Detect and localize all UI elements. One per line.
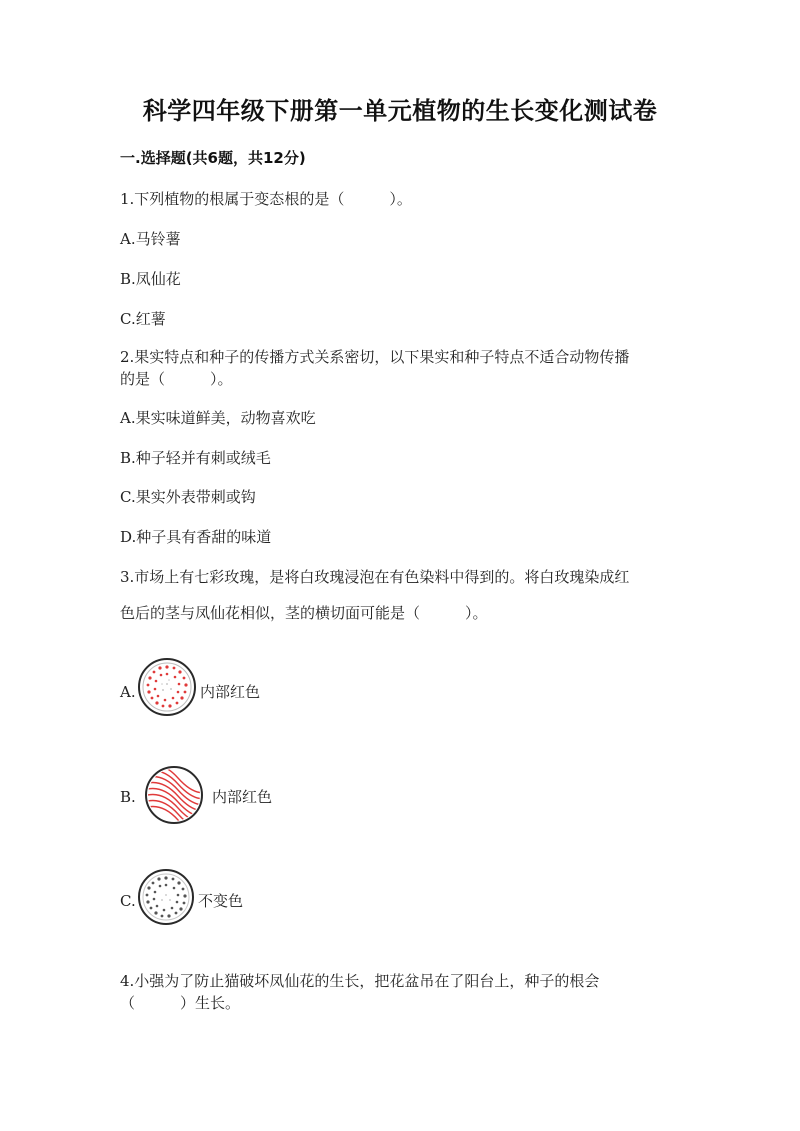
question-2-stem-line-2: 的是（ ）。 [120,370,233,388]
option-letter: A. [120,683,136,701]
stem-cross-section-gray-dots-image [136,866,196,928]
question-2-option-d: D.种子具有香甜的味道 [120,528,272,546]
option-letter: B. [120,788,136,806]
question-2-option-a: A.果实味道鲜美，动物喜欢吃 [120,409,316,427]
question-1-option-b: B.凤仙花 [120,270,181,288]
question-3-option-a [120,654,320,724]
question-1-option-c: C.红薯 [120,310,166,328]
option-caption: 内部红色 [212,788,273,806]
question-4-stem-line-2: （ ）生长。 [120,994,241,1012]
option-caption: 内部红色 [200,683,261,701]
question-2-option-b: B.种子轻并有刺或绒毛 [120,449,271,467]
question-3-stem-line-1: 3.市场上有七彩玫瑰，是将白玫瑰浸泡在有色染料中得到的。将白玫瑰染成红 [120,568,630,586]
page-title: 科学四年级下册第一单元植物的生长变化测试卷 [142,97,658,125]
question-1-stem: 1.下列植物的根属于变态根的是（ ）。 [120,190,412,208]
question-2-option-c: C.果实外表带刺或钩 [120,488,256,506]
stem-cross-section-red-stripes-image [142,762,206,828]
stem-cross-section-red-dots-image [136,654,198,720]
question-3-stem-line-2: 色后的茎与凤仙花相似，茎的横切面可能是（ ）。 [120,604,488,622]
question-1-option-a: A.马铃薯 [120,230,181,248]
question-3-option-b [120,762,340,832]
question-2-stem-line-1: 2.果实特点和种子的传播方式关系密切，以下果实和种子特点不适合动物传播 [120,348,630,366]
question-4-stem-line-1: 4.小强为了防止猫破坏凤仙花的生长，把花盆吊在了阳台上，种子的根会 [120,972,600,990]
option-caption: 不变色 [198,892,244,910]
section-heading: 一.选择题(共6题，共12分) [120,149,306,167]
option-letter: C. [120,892,136,910]
question-3-option-c [120,866,320,936]
